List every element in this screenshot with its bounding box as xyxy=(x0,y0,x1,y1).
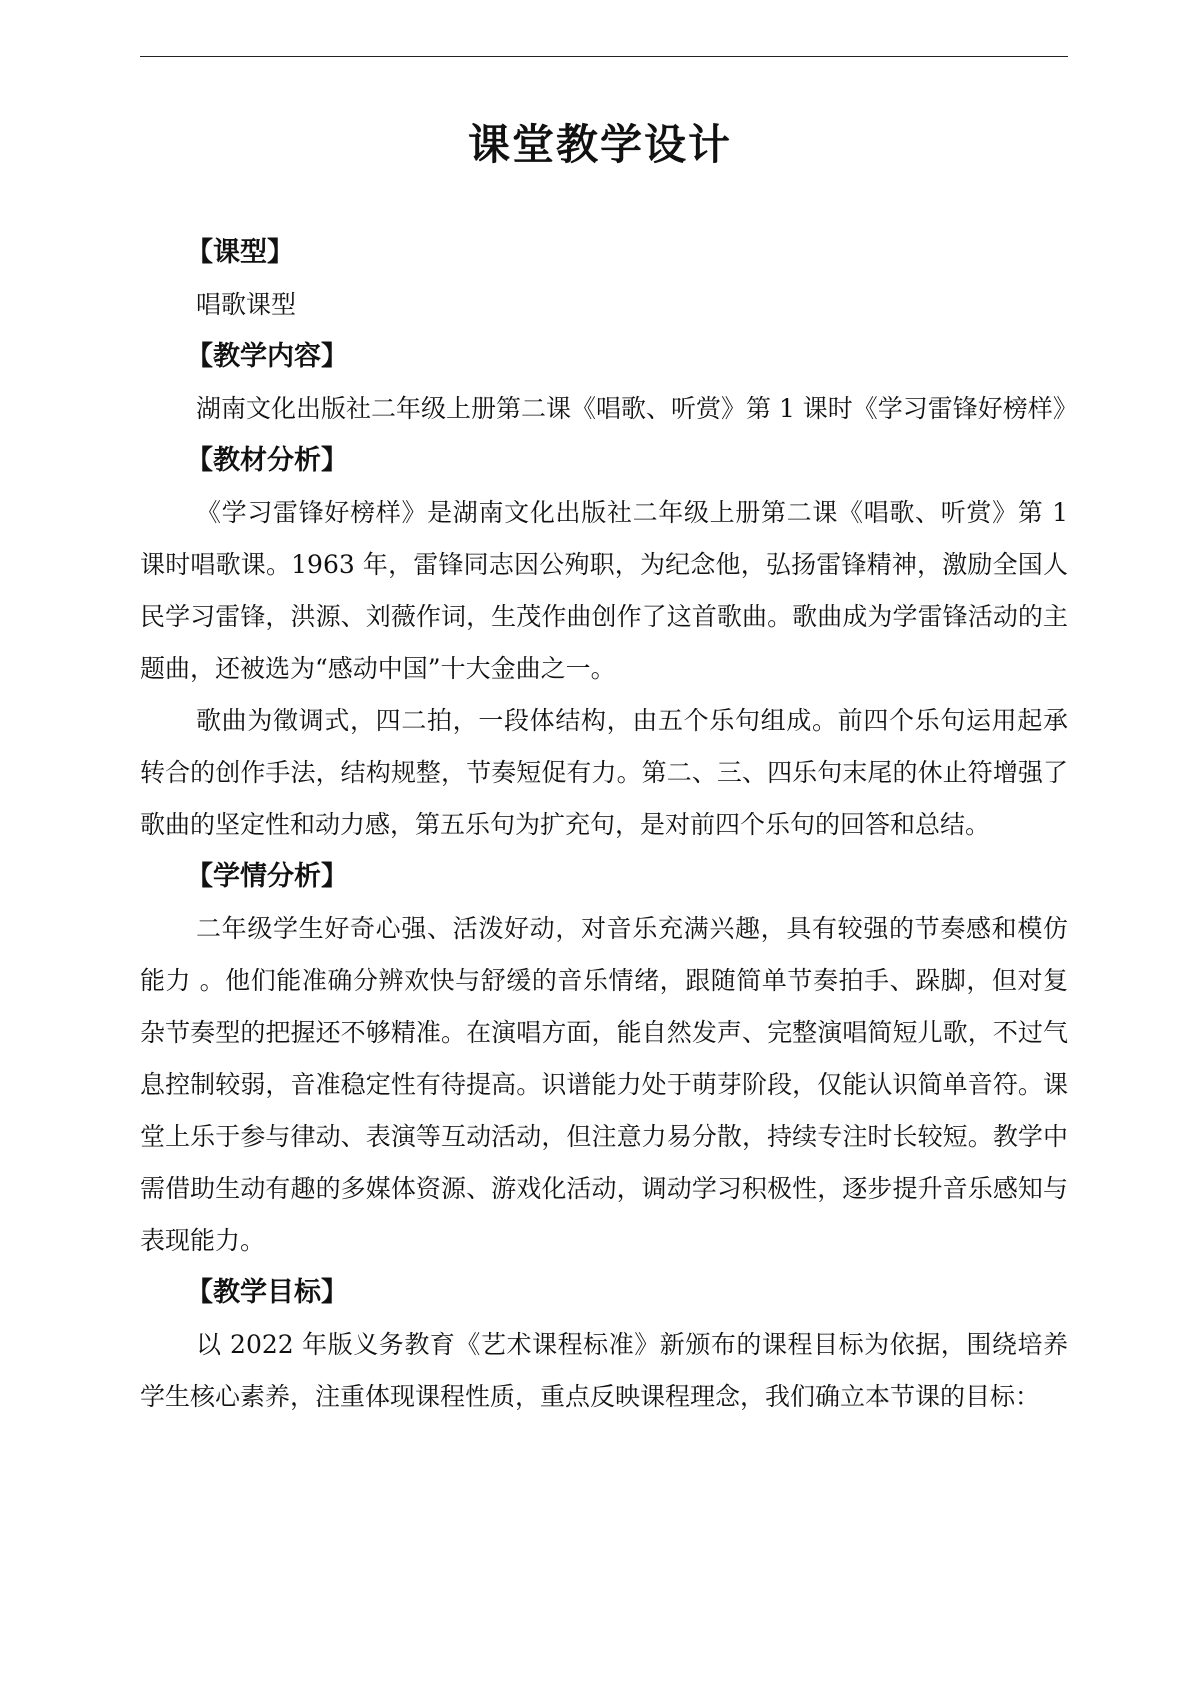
section-heading-teaching-objectives: 【教学目标】 xyxy=(186,1277,348,1308)
section-heading-lesson-type: 【课型】 xyxy=(186,237,294,268)
teaching-content-paragraph: 湖南文化出版社二年级上册第二课《唱歌、听赏》第 1 课时《学习雷锋好榜样》 xyxy=(196,394,1078,423)
teaching-objectives-paragraph: 以 2022 年版义务教育《艺术课程标准》新颁布的课程目标为依据，围绕培养学生核心素养，注重体现课程性质，重点反映课程理念，我们确立本节课的目标： xyxy=(140,1330,1068,1411)
section-heading-teaching-content: 【教学内容】 xyxy=(186,341,348,372)
document-body xyxy=(140,227,1078,1423)
textbook-analysis-paragraph-1: 《学习雷锋好榜样》是湖南文化出版社二年级上册第二课《唱歌、听赏》第 1 课时唱歌课。1963 年，雷锋同志因公殉职，为纪念他，弘扬雷锋精神，激励全国人民学习雷锋，洪源、刘薇作词，生茂作曲创作了这首歌曲。歌曲成为学雷锋活动的主题曲，还被选为“感动中国”十大金曲之一。 xyxy=(140,498,1068,683)
lesson-type-text: 唱歌课型 xyxy=(196,290,297,319)
student-analysis-paragraph: 二年级学生好奇心强、活泼好动，对音乐充满兴趣，具有较强的节奏感和模仿能力 。他们能准确分辨欢快与舒缓的音乐情绪，跟随简单节奏拍手、跺脚，但对复杂节奏型的把握还不够精准。在演唱方面，能自然发声、完整演唱简短儿歌，不过气息控制较弱，音准稳定性有待提高。识谱能力处于萌芽阶段，仅能认识简单音符。课堂上乐于参与律动、表演等互动活动，但注意力易分散，持续专注时长较短。教学中需借助生动有趣的多媒体资源、游戏化活动，调动学习积极性，逐步提升音乐感知与表现能力。 xyxy=(140,914,1068,1255)
textbook-analysis-paragraph-2: 歌曲为徵调式，四二拍，一段体结构，由五个乐句组成。前四个乐句运用起承转合的创作手法，结构规整，节奏短促有力。第二、三、四乐句末尾的休止符增强了歌曲的坚定性和动力感，第五乐句为扩充句，是对前四个乐句的回答和总结。 xyxy=(140,706,1068,839)
section-heading-textbook-analysis: 【教材分析】 xyxy=(186,445,348,476)
page-title: 课堂教学设计 xyxy=(467,120,732,169)
section-heading-student-analysis: 【学情分析】 xyxy=(186,861,348,892)
header-rule xyxy=(140,56,1068,57)
